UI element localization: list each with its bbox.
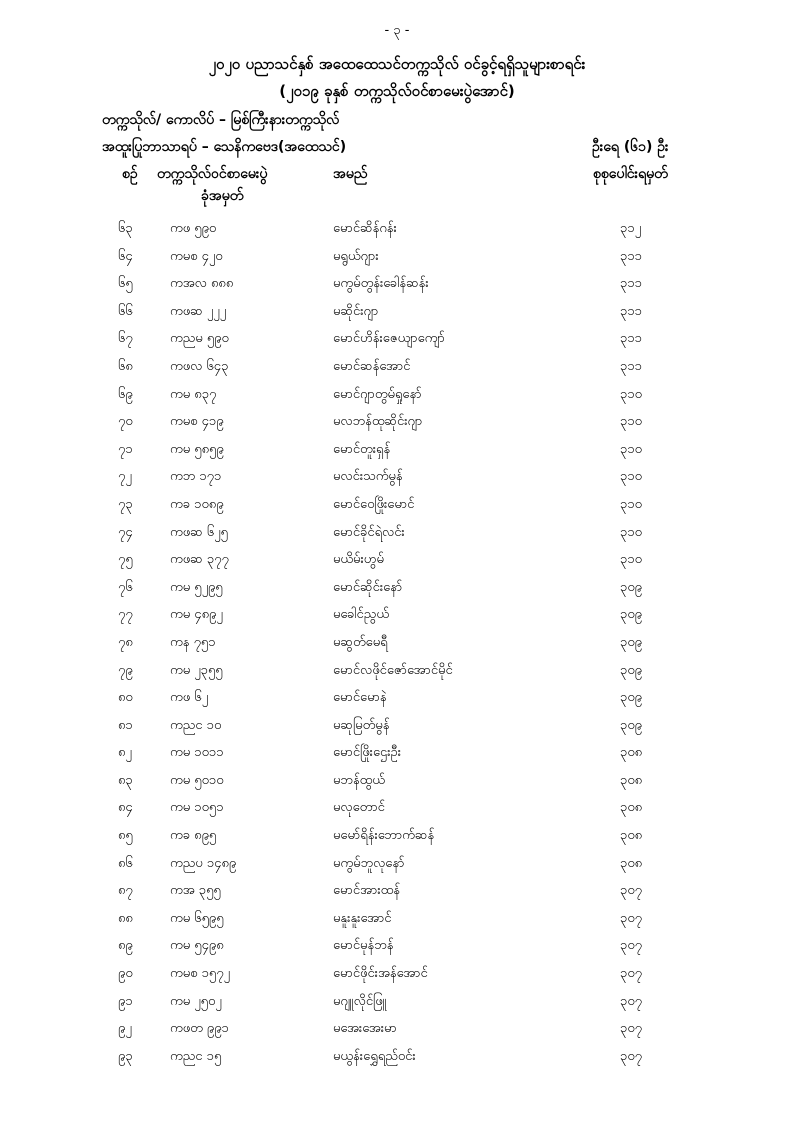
roll-number: ကဖ ၅၉၀ (170, 221, 217, 236)
total-marks: ၃၀၇ (620, 883, 642, 899)
row-number: ၈၃ (118, 772, 133, 788)
row-number: ၆၄ (118, 248, 133, 264)
student-name: မမော်ရိန်းဘောက်ဆန် (333, 828, 435, 844)
row-number: ၈၇ (118, 883, 133, 899)
roll-number: ကညပ ၁၄၈၉ (170, 855, 237, 871)
student-name: မဆိုင်းဂျာ (333, 303, 379, 319)
row-number: ၇၀ (118, 414, 133, 430)
table-row (0, 353, 794, 381)
row-number: ၈၄ (118, 800, 133, 816)
roll-number: ကမစ ၄၂၀ (170, 248, 223, 264)
student-name: မလုတောင် (333, 800, 385, 816)
row-number: ၇၃ (118, 496, 133, 512)
total-marks: ၃၀၉ (620, 717, 642, 733)
row-number: ၈၅ (118, 828, 133, 844)
total-marks: ၃၀၉ (620, 634, 642, 650)
roll-number: ကအ ၃၅၅ (170, 883, 221, 899)
row-number: ၆၅ (118, 276, 133, 292)
total-marks: ၃၁၁ (620, 303, 642, 319)
table-row (0, 905, 794, 933)
row-number: ၇၅ (118, 552, 133, 568)
total-marks: ၃၀၇ (620, 1021, 642, 1037)
student-name: မောင်ဆန်အောင် (333, 358, 411, 374)
row-number: ၇၁ (118, 441, 133, 457)
total-marks: ၃၀၈ (620, 855, 643, 871)
subject-label: အထူးပြုဘာသာရပ် – သေနိကဗေဒ(အထေသင်) (102, 139, 347, 155)
table-row (0, 601, 794, 629)
total-marks: ၃၁၁ (620, 276, 642, 292)
total-marks: ၃၁၀ (620, 469, 642, 485)
table-row (0, 822, 794, 850)
table-row (0, 877, 794, 905)
total-marks: ၃၀၇ (620, 910, 642, 926)
roll-number: ကခ ၁၀၈၉ (170, 496, 224, 512)
roll-number: ကန ၇၅၁ (170, 634, 216, 650)
student-name: မလင်းသက်မွန် (333, 469, 403, 485)
student-name: မောင်ဟိန်းဇေယျာကျော် (333, 331, 445, 347)
student-name: မနူးနူးအောင် (333, 910, 392, 926)
row-number: ၆၃ (118, 221, 133, 236)
roll-number: ကမ ၅၀၁၀ (170, 772, 224, 788)
total-marks: ၃၀၉ (620, 662, 642, 678)
roll-number: ကမစ ၄၁၉ (170, 414, 224, 430)
total-marks: ၃၀၉ (620, 607, 642, 623)
table-row (0, 794, 794, 822)
row-number: ၆၉ (118, 386, 133, 402)
table-row (0, 684, 794, 712)
table-row (0, 960, 794, 988)
table-row (0, 436, 794, 464)
roll-number: ကမ ၁၀၅၁ (170, 800, 224, 816)
row-number: ၉၁ (118, 993, 133, 1009)
table-row (0, 988, 794, 1016)
student-name: မဂျူလိုင်ဖြူ (333, 993, 387, 1009)
student-name: မအေးအေးမာ (333, 1021, 397, 1037)
row-number: ၉၃ (118, 1048, 133, 1064)
row-number: ၆၇ (118, 331, 133, 347)
total-marks: ၃၁၀ (620, 524, 642, 540)
student-name: မောင်ဆိုင်းနော် (333, 579, 403, 595)
page-number: - ၃ - (384, 23, 410, 38)
roll-number: ကမ ၅၈၅၉ (170, 441, 224, 457)
row-number: ၇၉ (118, 662, 133, 678)
student-count: ဦးရေ (၆၁) ဦး (592, 139, 669, 155)
student-name: မဆွတ်မေရီ (333, 634, 388, 650)
total-marks: ၃၁၀ (620, 496, 642, 512)
roll-number: ကမ ၅၂၉၅ (170, 579, 223, 595)
roll-number: ကမ ၅၄၉၈ (170, 938, 224, 954)
total-marks: ၃၀၇ (620, 938, 642, 954)
column-header-no: စဉ် (122, 166, 138, 182)
table-row (0, 270, 794, 298)
row-number: ၆၈ (118, 358, 133, 374)
student-name: မောင်ဖြိုးဌေးဦး (333, 745, 402, 761)
roll-number: ကမ ၂၃၅၅ (170, 662, 223, 678)
total-marks: ၃၀၈ (620, 800, 643, 816)
student-name: မရွယ်ဂျား (333, 248, 379, 264)
university-label: တက္ကသိုလ်/ ကောလိပ် – မြစ်ကြီးနားတက္ကသိုလ် (102, 112, 340, 128)
student-name: မောင်တူးရှန် (333, 441, 391, 457)
total-marks: ၃၁၀ (620, 386, 642, 402)
student-name: မောင်ဆိန်ဂန်း (333, 221, 397, 236)
table-row (0, 739, 794, 767)
row-number: ၇၄ (118, 524, 133, 540)
table-row (0, 574, 794, 602)
roll-number: ကမ ၈၃၇ (170, 386, 217, 402)
table-row (0, 850, 794, 878)
row-number: ၈၁ (118, 717, 133, 733)
table-row (0, 767, 794, 795)
row-number: ၇၇ (118, 607, 133, 623)
total-marks: ၃၀၇ (620, 993, 642, 1009)
total-marks: ၃၁၁ (620, 358, 642, 374)
column-header-roll: တက္ကသိုလ်ဝင်စာမေးပွဲ (157, 166, 268, 182)
roll-number: ကဖလ ၆၄၃ (170, 358, 229, 374)
roll-number: ကဖဆ ၆၂၅ (170, 524, 228, 540)
roll-number: ကဖ ၆၂ (170, 690, 208, 706)
row-number: ၈၂ (118, 745, 132, 761)
student-name: မဘန်ထွယ် (333, 772, 385, 788)
roll-number: ကညင ၁၀ (170, 717, 222, 733)
table-row (0, 408, 794, 436)
row-number: ၉၂ (118, 1021, 132, 1037)
row-number: ၇၆ (118, 579, 133, 595)
table-row (0, 1015, 794, 1043)
total-marks: ၃၀၇ (620, 1048, 642, 1064)
roll-number: ကဖတ ၉၉၁ (170, 1021, 229, 1037)
row-number: ၉၀ (118, 966, 133, 982)
student-name: မဆုမြတ်မွန် (333, 717, 390, 733)
student-name: မောင်လဖိုင်ဇော်အောင်မိုင် (333, 662, 453, 678)
roll-number: ကခ ၈၉၅ (170, 828, 217, 844)
student-name: မောင်မောနဲ (333, 690, 387, 706)
row-number: ၈၈ (118, 910, 133, 926)
student-name: မောင်ဖိုင်းအန်အောင် (333, 966, 428, 982)
roll-number: ကမ ၁၀၁၁ (170, 745, 224, 761)
row-number: ၈၀ (118, 690, 133, 706)
roll-number: ကမ ၄၈၉၂ (170, 607, 223, 623)
total-marks: ၃၀၇ (620, 966, 642, 982)
student-name: မောင်အားထန် (333, 883, 400, 899)
total-marks: ၃၁၁ (620, 248, 642, 264)
table-row (0, 712, 794, 740)
total-marks: ၃၀၉ (620, 690, 642, 706)
table-row (0, 215, 794, 243)
column-header-name: အမည် (333, 166, 368, 182)
table-row (0, 657, 794, 685)
roll-number: ကညင ၁၅ (170, 1048, 222, 1064)
table-row (0, 629, 794, 657)
document-subtitle: (၂၀၁၉ ခုနှစ် တက္ကသိုလ်ဝင်စာမေးပွဲအောင်) (279, 82, 515, 100)
roll-number: ကဖဆ ၃၇၇ (170, 552, 229, 568)
student-name: မကွမ်ဘူလုနော် (333, 855, 405, 871)
row-number: ၆၆ (118, 303, 133, 319)
total-marks: ၃၁၁ (620, 331, 642, 347)
table-row (0, 381, 794, 409)
total-marks: ၃၀၈ (620, 745, 643, 761)
student-name: မောင်ဂျာတွမ်ရှုနော် (333, 386, 422, 402)
roll-number: ကမ ၂၅၀၂ (170, 993, 222, 1009)
row-number: ၇၂ (118, 469, 132, 485)
student-name: မောင်မုန်ဘန် (333, 938, 394, 954)
total-marks: ၃၁၀ (620, 414, 642, 430)
row-number: ၇၈ (118, 634, 133, 650)
total-marks: ၃၀၉ (620, 579, 642, 595)
student-name: မယိမ်းဟွမ် (333, 552, 384, 568)
total-marks: ၃၀၈ (620, 772, 643, 788)
roll-number: ကဖဆ ၂၂၂ (170, 303, 227, 319)
roll-number: ကဘ ၁၇၁ (170, 469, 222, 485)
roll-number: ကအလ ၈၈၈ (170, 276, 234, 292)
table-row (0, 546, 794, 574)
total-marks: ၃၁၂ (620, 221, 642, 236)
roll-number: ကမ ၆၅၉၅ (170, 910, 224, 926)
student-name: မကွမ်တွန်းခေါန်ဆန်း (333, 276, 429, 292)
student-name: မလဘန်ထုဆိုင်းဂျာ (333, 414, 423, 430)
row-number: ၈၆ (118, 855, 133, 871)
student-name: မယွန်းရွှေရည်ဝင်း (333, 1048, 416, 1064)
table-row (0, 463, 794, 491)
roll-number: ကမစ ၁၅၇၂ (170, 966, 230, 982)
table-row (0, 519, 794, 547)
roll-number: ကညမ ၅၉၀ (170, 331, 229, 347)
column-header-marks: စုစုပေါင်းရမှတ် (593, 166, 668, 182)
table-row (0, 932, 794, 960)
document-title: ၂၀၂၀ ပညာသင်နှစ် အထေထေသင်တက္ကသိုလ် ဝင်ခွင့်ရရှိသူများစာရင်း (208, 55, 586, 73)
table-row (0, 1043, 794, 1071)
student-name: မောင်ခိုင်ရဲလင်း (333, 524, 405, 540)
table-row (0, 298, 794, 326)
results-table (0, 215, 794, 1070)
table-row (0, 243, 794, 271)
column-header-roll-line2: ခုံအမှတ် (201, 188, 244, 204)
total-marks: ၃၁၀ (620, 552, 642, 568)
table-row (0, 325, 794, 353)
total-marks: ၃၁၀ (620, 441, 642, 457)
row-number: ၈၉ (118, 938, 133, 954)
student-name: မောင်ဝေဖြိုးမောင် (333, 496, 415, 512)
student-name: မခေါင်ညွယ် (333, 607, 389, 623)
total-marks: ၃၀၈ (620, 828, 643, 844)
table-row (0, 491, 794, 519)
